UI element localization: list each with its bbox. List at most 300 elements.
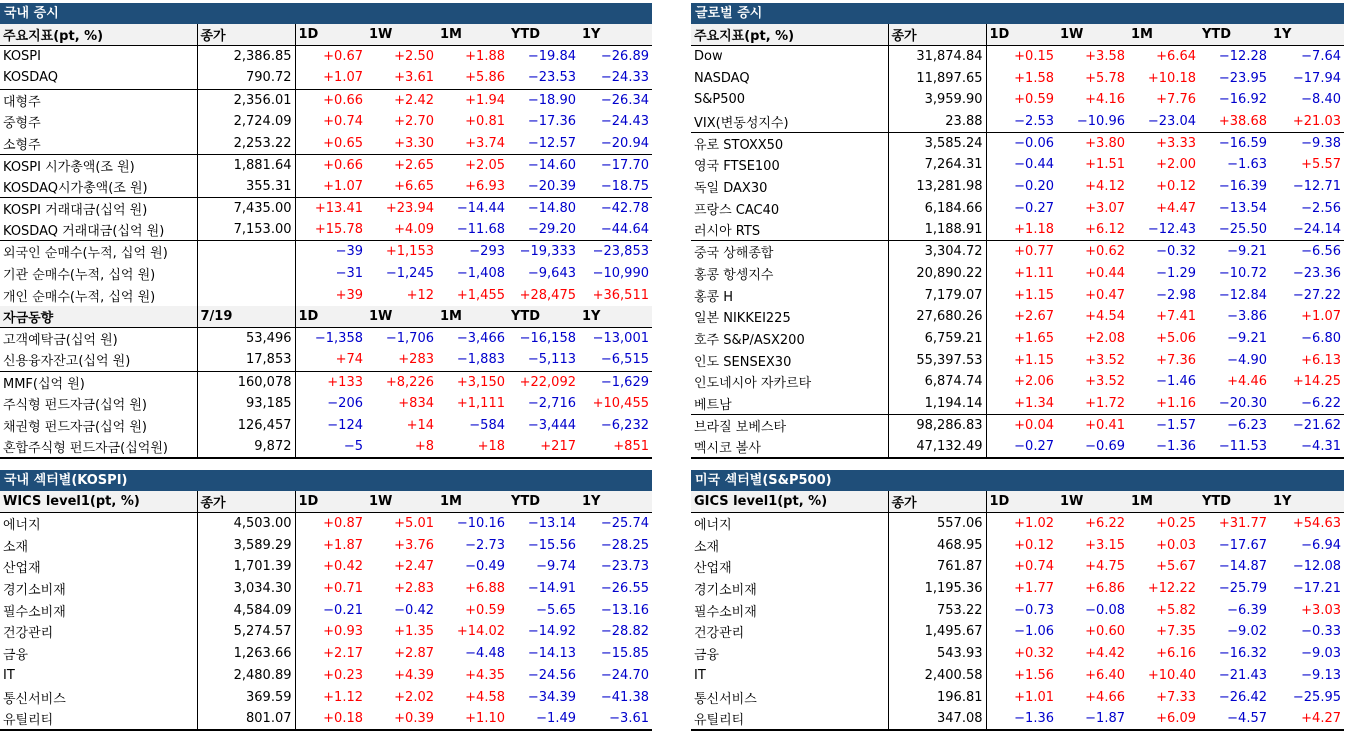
cell-1m: +3.33: [1128, 132, 1199, 154]
cell-ytd: −12.57: [527, 135, 576, 151]
cell-close: 790.72: [197, 67, 295, 89]
cell-1d: +1.18: [1014, 222, 1054, 238]
cell-close: 3,589.29: [197, 534, 295, 556]
cell-1d: +1.07: [323, 178, 363, 194]
cell-1d: +0.77: [986, 241, 1057, 263]
header-1y: 1Y: [579, 491, 652, 513]
cell-1m: −1,883: [456, 352, 505, 368]
cell-1w: −0.42: [394, 602, 434, 618]
cell-ytd: −14.92: [527, 624, 576, 640]
cell-1y: −6.94: [1301, 537, 1341, 553]
cell-1y: +851: [579, 436, 652, 458]
header-1m: 1M: [437, 491, 508, 513]
cell-1w: +3.58: [1085, 49, 1125, 65]
cell-name: 산업재: [691, 556, 888, 578]
cell-close: 468.95: [888, 534, 986, 556]
cell-name: VIX(변동성지수): [691, 111, 888, 133]
header-1y: 1Y: [579, 306, 652, 328]
cell-1y: −28.82: [600, 624, 649, 640]
cell-name: 베트남: [691, 393, 888, 415]
cell-1m: +12.22: [1147, 581, 1196, 597]
cell-name: 에너지: [691, 513, 888, 535]
cell-name: 일본 NIKKEI225: [691, 306, 888, 328]
cell-name: 소재: [691, 534, 888, 556]
cell-name: 멕시코 볼사: [691, 436, 888, 458]
cell-name: 프랑스 CAC40: [691, 198, 888, 220]
cell-1w: −0.69: [1057, 436, 1128, 458]
cell-name: Dow: [691, 46, 888, 68]
cell-ytd: −13.14: [527, 516, 576, 532]
cell-1d: +0.67: [323, 49, 363, 65]
table-row: [691, 263, 1344, 285]
cell-name: S&P500: [691, 89, 888, 111]
cell-close: [197, 284, 295, 306]
us-sectors-table: [691, 491, 1344, 731]
table-row: [0, 436, 652, 458]
header-1y: 1Y: [1270, 491, 1344, 513]
header-close: 종가: [888, 24, 986, 46]
cell-ytd: −3.86: [1227, 309, 1267, 325]
cell-1w: +6.40: [1085, 667, 1125, 683]
cell-1w: −0.08: [1085, 602, 1125, 618]
cell-1m: −0.49: [465, 559, 505, 575]
cell-1m: −11.68: [456, 222, 505, 238]
header-ytd: YTD: [508, 306, 579, 328]
cell-name: KOSDAQ 거래대금(십억 원): [0, 219, 197, 241]
panel-title: 국내 증시: [0, 3, 652, 24]
cell-1y: −42.78: [579, 198, 652, 220]
cell-ytd: −19.84: [527, 49, 576, 65]
cell-1m: +5.82: [1156, 602, 1196, 618]
header-name: 자금동향: [0, 306, 197, 328]
cell-1y: −4.31: [1270, 436, 1344, 458]
cell-1y: +6.13: [1301, 352, 1341, 368]
cell-ytd: −16.32: [1218, 646, 1267, 662]
cell-1d: +0.74: [1014, 559, 1054, 575]
cell-close: 53,496: [197, 328, 295, 350]
cell-1y: −12.71: [1292, 179, 1341, 195]
cell-1w: +283: [398, 352, 434, 368]
cell-name: 유틸리티: [0, 708, 197, 730]
header-1w: 1W: [366, 306, 437, 328]
cell-1y: −24.14: [1292, 222, 1341, 238]
cell-1y: −18.75: [600, 178, 649, 194]
cell-close: 2,253.22: [197, 132, 295, 154]
cell-1d: −5: [295, 436, 366, 458]
cell-1w: +14: [406, 417, 434, 433]
table-row: [0, 241, 652, 263]
cell-1w: +3.76: [394, 537, 434, 553]
header-1m: 1M: [1128, 491, 1199, 513]
cell-1w: +6.86: [1085, 581, 1125, 597]
cell-name: 홍콩 H: [691, 284, 888, 306]
cell-1m: +2.05: [437, 154, 508, 176]
cell-1d: −1,358: [314, 331, 363, 347]
cell-1d: −0.20: [1014, 179, 1054, 195]
cell-name: 금융: [0, 643, 197, 665]
cell-1m: −3,466: [456, 331, 505, 347]
cell-close: 1,881.64: [197, 154, 295, 176]
cell-ytd: −1.63: [1227, 157, 1267, 173]
cell-ytd: −6.23: [1199, 414, 1270, 436]
cell-1w: +3.52: [1085, 374, 1125, 390]
cell-1w: +2.70: [394, 114, 434, 130]
cell-ytd: −12.84: [1218, 287, 1267, 303]
table-row: [691, 686, 1344, 708]
cell-close: 2,400.58: [888, 665, 986, 687]
cell-1w: +4.09: [394, 222, 434, 238]
table-row: [0, 393, 652, 415]
cell-close: 7,153.00: [197, 219, 295, 241]
header-1w: 1W: [366, 24, 437, 46]
cell-1y: −6,515: [600, 352, 649, 368]
cell-1d: +0.87: [323, 516, 363, 532]
header-ytd: YTD: [1199, 24, 1270, 46]
table-row: [0, 219, 652, 241]
cell-1y: −7.64: [1301, 49, 1341, 65]
cell-name: 건강관리: [0, 621, 197, 643]
cell-1w: +2.65: [366, 154, 437, 176]
cell-name: 유틸리티: [691, 708, 888, 730]
cell-close: 4,584.09: [197, 599, 295, 621]
cell-close: 2,724.09: [197, 111, 295, 133]
cell-name: 소형주: [0, 132, 197, 154]
cell-close: 27,680.26: [888, 306, 986, 328]
cell-1m: +7.35: [1156, 624, 1196, 640]
cell-1m: +6.93: [465, 178, 505, 194]
cell-name: 고객예탁금(십억 원): [0, 328, 197, 350]
cell-ytd: −23.95: [1218, 70, 1267, 86]
cell-1y: −13,001: [592, 331, 649, 347]
cell-ytd: −5.65: [536, 602, 576, 618]
table-row: [691, 643, 1344, 665]
cell-name: 에너지: [0, 513, 197, 535]
cell-ytd: −26.42: [1218, 689, 1267, 705]
cell-1w: +2.08: [1085, 330, 1125, 346]
cell-1y: +10,455: [592, 396, 649, 412]
cell-close: 2,480.89: [197, 665, 295, 687]
table-row: [0, 414, 652, 436]
cell-1m: −0.32: [1128, 241, 1199, 263]
cell-ytd: −16.92: [1218, 92, 1267, 108]
cell-name: IT: [0, 665, 197, 687]
table-row: [691, 132, 1344, 154]
cell-ytd: −5,113: [527, 352, 576, 368]
cell-1d: +0.59: [1014, 92, 1054, 108]
cell-1w: +1.51: [1085, 157, 1125, 173]
cell-ytd: −16,158: [519, 331, 576, 347]
cell-close: 9,872: [197, 436, 295, 458]
table-row: [691, 328, 1344, 350]
cell-1w: +2.02: [394, 689, 434, 705]
cell-close: [197, 263, 295, 285]
cell-name: KOSDAQ: [0, 67, 197, 89]
cell-1y: −23.36: [1292, 265, 1341, 281]
cell-ytd: +22,092: [508, 371, 579, 393]
domestic-sectors-table: [0, 491, 652, 731]
cell-1m: −1.29: [1156, 265, 1196, 281]
cell-close: 93,185: [197, 393, 295, 415]
header-1w: 1W: [1057, 491, 1128, 513]
cell-name: 소재: [0, 534, 197, 556]
cell-1m: +7.41: [1156, 309, 1196, 325]
cell-close: 17,853: [197, 349, 295, 371]
header-ytd: YTD: [508, 24, 579, 46]
cell-close: 11,897.65: [888, 67, 986, 89]
table-row: [691, 534, 1344, 556]
header-1m: 1M: [1128, 24, 1199, 46]
cell-close: 47,132.49: [888, 436, 986, 458]
table-row: [0, 176, 652, 198]
cell-1y: −21.62: [1270, 414, 1344, 436]
cell-1y: −24.70: [600, 667, 649, 683]
domestic-market-panel: [0, 3, 652, 459]
cell-1m: +5.67: [1156, 559, 1196, 575]
table-row: [0, 46, 652, 68]
cell-1y: −23.73: [600, 559, 649, 575]
cell-1y: −6,232: [600, 417, 649, 433]
cell-1m: +1.16: [1156, 395, 1196, 411]
cell-name: 외국인 순매수(누적, 십억 원): [0, 241, 197, 263]
cell-1d: +1.12: [323, 689, 363, 705]
cell-ytd: −10.72: [1218, 265, 1267, 281]
cell-1y: −25.74: [600, 516, 649, 532]
cell-name: NASDAQ: [691, 67, 888, 89]
global-market-table: [691, 24, 1344, 459]
cell-ytd: +38.68: [1218, 113, 1267, 129]
cell-name: 영국 FTSE100: [691, 154, 888, 176]
cell-1m: +4.58: [465, 689, 505, 705]
cell-1d: +1.11: [1014, 265, 1054, 281]
cell-close: 5,274.57: [197, 621, 295, 643]
cell-1y: −44.64: [600, 222, 649, 238]
header-name: GICS level1(pt, %): [691, 491, 888, 513]
cell-1w: +1.35: [394, 624, 434, 640]
cell-1y: −0.33: [1301, 624, 1341, 640]
cell-1y: −23,853: [579, 241, 652, 263]
header-close: 7/19: [197, 306, 295, 328]
cell-ytd: −4.90: [1227, 352, 1267, 368]
table-row: [691, 349, 1344, 371]
cell-ytd: +28,475: [519, 287, 576, 303]
cell-1w: +3.30: [394, 135, 434, 151]
cell-close: [197, 241, 295, 263]
cell-ytd: −16.59: [1199, 132, 1270, 154]
cell-1m: +0.59: [465, 602, 505, 618]
cell-ytd: −17.67: [1218, 537, 1267, 553]
cell-1m: +10.18: [1147, 70, 1196, 86]
cell-1d: −0.27: [1014, 200, 1054, 216]
cell-ytd: −6.39: [1227, 602, 1267, 618]
cell-1m: −2.98: [1156, 287, 1196, 303]
cell-1w: +4.39: [394, 667, 434, 683]
cell-ytd: −21.43: [1218, 667, 1267, 683]
table-row: [0, 111, 652, 133]
cell-1d: −0.73: [1014, 602, 1054, 618]
table-row: [0, 89, 652, 111]
cell-1d: −124: [327, 417, 363, 433]
cell-1y: −17.21: [1292, 581, 1341, 597]
cell-1d: +0.65: [323, 135, 363, 151]
cell-name: 경기소비재: [691, 578, 888, 600]
cell-name: 독일 DAX30: [691, 176, 888, 198]
cell-1m: +1.94: [437, 89, 508, 111]
cell-close: 126,457: [197, 414, 295, 436]
header-1w: 1W: [1057, 24, 1128, 46]
cell-1m: −584: [469, 417, 505, 433]
domestic-market-table: [0, 24, 652, 459]
cell-1w: +2.50: [394, 49, 434, 65]
cell-1m: +7.76: [1156, 92, 1196, 108]
cell-ytd: −18.90: [508, 89, 579, 111]
cell-name: 신용융자잔고(십억 원): [0, 349, 197, 371]
cell-name: 채권형 펀드자금(십억 원): [0, 414, 197, 436]
cell-1d: +2.17: [323, 646, 363, 662]
cell-1y: −13.16: [600, 602, 649, 618]
panel-title: 국내 섹터별(KOSPI): [0, 470, 652, 491]
cell-name: 중형주: [0, 111, 197, 133]
cell-1m: +10.40: [1147, 667, 1196, 683]
cell-1w: +4.75: [1085, 559, 1125, 575]
table-row: [0, 154, 652, 176]
cell-1w: +23.94: [366, 198, 437, 220]
cell-1d: +2.67: [1014, 309, 1054, 325]
cell-1y: −6.22: [1301, 395, 1341, 411]
cell-close: 801.07: [197, 708, 295, 730]
cell-1d: −1.06: [1014, 624, 1054, 640]
table-row: [0, 349, 652, 371]
cell-1w: +4.66: [1085, 689, 1125, 705]
table-row: [0, 328, 652, 350]
cell-1m: −4.48: [465, 646, 505, 662]
cell-1m: −1,408: [456, 265, 505, 281]
cell-1m: −10.16: [456, 516, 505, 532]
cell-name: 브라질 보베스타: [691, 414, 888, 436]
cell-1d: +0.15: [1014, 49, 1054, 65]
cell-ytd: −20.30: [1218, 395, 1267, 411]
table-row: [691, 154, 1344, 176]
cell-1y: −20.94: [600, 135, 649, 151]
cell-1w: +0.60: [1085, 624, 1125, 640]
cell-1d: +0.93: [323, 624, 363, 640]
cell-close: 20,890.22: [888, 263, 986, 285]
header-1y: 1Y: [579, 24, 652, 46]
cell-close: 7,264.31: [888, 154, 986, 176]
cell-ytd: −24.56: [527, 667, 576, 683]
cell-1w: +6.12: [1085, 222, 1125, 238]
cell-1y: −27.22: [1292, 287, 1341, 303]
cell-name: 인도네시아 자카르타: [691, 371, 888, 393]
cell-name: 인도 SENSEX30: [691, 349, 888, 371]
cell-1w: +3.52: [1085, 352, 1125, 368]
cell-1y: −26.55: [600, 581, 649, 597]
cell-close: 2,386.85: [197, 46, 295, 68]
cell-1y: −9.38: [1270, 132, 1344, 154]
domestic-sectors-panel: [0, 470, 652, 731]
cell-1d: +133: [295, 371, 366, 393]
cell-close: 6,874.74: [888, 371, 986, 393]
cell-close: 31,874.84: [888, 46, 986, 68]
cell-1m: +18: [437, 436, 508, 458]
table-row: [691, 513, 1344, 535]
header-name: 주요지표(pt, %): [0, 24, 197, 46]
cell-close: 1,701.39: [197, 556, 295, 578]
cell-name: 경기소비재: [0, 578, 197, 600]
cell-1d: +0.12: [1014, 537, 1054, 553]
cell-close: 369.59: [197, 686, 295, 708]
cell-1w: +12: [406, 287, 434, 303]
cell-1d: +13.41: [295, 198, 366, 220]
table-row: [691, 241, 1344, 263]
cell-close: 3,304.72: [888, 241, 986, 263]
cell-1d: −1.36: [986, 708, 1057, 730]
cell-name: 기관 순매수(누적, 십억 원): [0, 263, 197, 285]
table-row: [0, 132, 652, 154]
cell-1y: −9.13: [1301, 667, 1341, 683]
cell-ytd: −9,643: [527, 265, 576, 281]
header-row: [691, 24, 1344, 46]
cell-ytd: −14.87: [1218, 559, 1267, 575]
cell-ytd: −25.50: [1218, 222, 1267, 238]
cell-name: 필수소비재: [691, 599, 888, 621]
cell-ytd: −13.54: [1218, 200, 1267, 216]
cell-1y: −17.70: [579, 154, 652, 176]
cell-1w: −1.87: [1057, 708, 1128, 730]
header-row: [0, 24, 652, 46]
cell-1y: +14.25: [1292, 374, 1341, 390]
cell-1y: −24.43: [600, 114, 649, 130]
table-row: [0, 578, 652, 600]
cell-1w: +0.44: [1085, 265, 1125, 281]
cell-1y: −10,990: [592, 265, 649, 281]
header-close: 종가: [888, 491, 986, 513]
cell-ytd: −34.39: [527, 689, 576, 705]
cell-name: 유로 STOXX50: [691, 132, 888, 154]
cell-1w: +3.15: [1085, 537, 1125, 553]
cell-1y: −2.56: [1301, 200, 1341, 216]
cell-close: 3,959.90: [888, 89, 986, 111]
table-row: [0, 643, 652, 665]
cell-1w: +4.12: [1085, 179, 1125, 195]
cell-close: 3,034.30: [197, 578, 295, 600]
cell-1w: +2.47: [394, 559, 434, 575]
cell-1w: +4.16: [1085, 92, 1125, 108]
table-row: [691, 599, 1344, 621]
cell-1m: −23.04: [1147, 113, 1196, 129]
table-row: [0, 708, 652, 730]
cell-1d: −206: [327, 396, 363, 412]
cell-close: 6,184.66: [888, 198, 986, 220]
cell-1w: +5.78: [1085, 70, 1125, 86]
cell-1y: −24.33: [600, 70, 649, 86]
cell-name: 대형주: [0, 89, 197, 111]
cell-1w: +0.62: [1057, 241, 1128, 263]
cell-close: 761.87: [888, 556, 986, 578]
header-1m: 1M: [437, 306, 508, 328]
cell-1d: +1.87: [323, 537, 363, 553]
cell-1w: +2.87: [394, 646, 434, 662]
cell-name: KOSDAQ시가총액(조 원): [0, 176, 197, 198]
cell-1d: +0.42: [323, 559, 363, 575]
cell-ytd: −19,333: [508, 241, 579, 263]
cell-1m: +3.74: [465, 135, 505, 151]
cell-ytd: −23.53: [527, 70, 576, 86]
cell-1m: +4.35: [465, 667, 505, 683]
cell-1y: −6.80: [1301, 330, 1341, 346]
cell-1d: +2.06: [1014, 374, 1054, 390]
cell-close: 160,078: [197, 371, 295, 393]
cell-1m: +4.47: [1156, 200, 1196, 216]
